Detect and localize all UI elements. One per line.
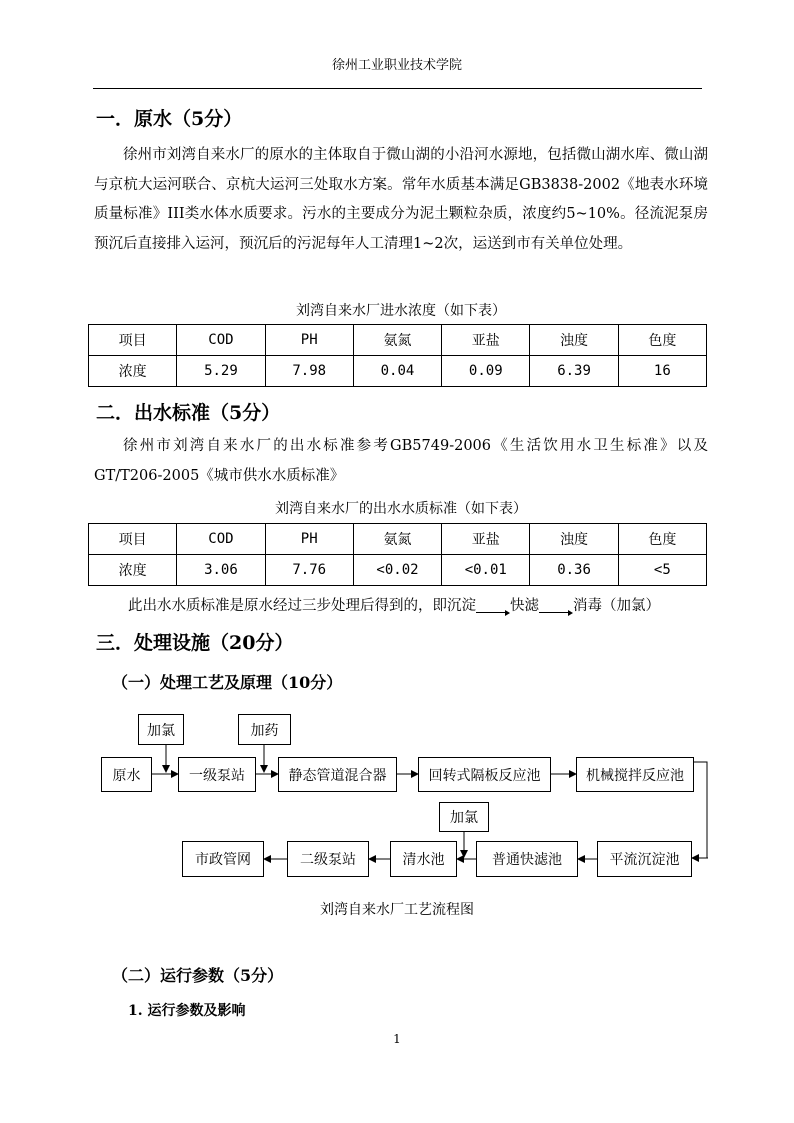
table-cell: 项目 [89, 524, 177, 555]
table-cell: 浊度 [530, 325, 618, 356]
table-cell: <0.01 [442, 555, 530, 586]
process-note-prefix: 此出水水质标准是原水经过三步处理后得到的，即沉淀 [128, 598, 476, 614]
flow-network-box: 市政管网 [182, 841, 264, 877]
process-note-step3: 消毒（加氯） [573, 598, 660, 614]
table-cell: 亚盐 [442, 524, 530, 555]
section2-paragraph-text: 徐州市刘湾自来水厂的出水标准参考GB5749-2006《生活饮用水卫生标准》以及GT/T206-2005《城市供水水质标准》 [94, 438, 708, 484]
table-cell: 7.98 [265, 356, 353, 387]
section1-heading: 一．原水（5分） [96, 108, 243, 130]
table-cell: 0.04 [353, 356, 441, 387]
flow-chlorine2-box: 加氯 [439, 802, 489, 832]
section3-sub3: 1. 运行参数及影响 [128, 1003, 246, 1019]
table-cell: 6.39 [530, 356, 618, 387]
section3-heading: 三．处理设施（20分） [96, 632, 294, 654]
flow-reactor2-box: 机械搅拌反应池 [576, 757, 694, 792]
table-cell: 浓度 [89, 555, 177, 586]
table-cell: 16 [618, 356, 706, 387]
table-cell: 氨氮 [353, 325, 441, 356]
flow-filter-box: 普通快滤池 [476, 841, 578, 877]
table-cell: COD [177, 524, 265, 555]
section2-heading: 二．出水标准（5分） [96, 402, 281, 424]
section1-paragraph-text: 徐州市刘湾自来水厂的原水的主体取自于微山湖的小沿河水源地，包括微山湖水库、微山湖与京杭大运河联合、京杭大运河三处取水方案。常年水质基本满足GB3838-2002《地表水环境质量标准》III类水体水质要求。污水的主要成分为泥土颗粒杂质，浓度约5~10%。径流泥泵房预沉后直接排入运河，预沉后的污泥每年人工清理1~2次，运送到市有关单位处理。 [94, 147, 708, 252]
table-cell: 0.36 [530, 555, 618, 586]
process-note-step2: 快滤 [510, 598, 539, 614]
table-cell: 5.29 [177, 356, 265, 387]
section3-sub2: （二）运行参数（5分） [112, 966, 284, 985]
flow-settling-box: 平流沉淀池 [597, 841, 692, 877]
table-cell: 项目 [89, 325, 177, 356]
table-cell: 3.06 [177, 555, 265, 586]
flow-pump2-box: 二级泵站 [287, 841, 369, 877]
section3-sub1: （一）处理工艺及原理（10分） [112, 673, 343, 692]
table-cell: PH [265, 524, 353, 555]
table-cell: 0.09 [442, 356, 530, 387]
flow-caption: 刘湾自来水厂工艺流程图 [320, 902, 474, 918]
outlet-table-caption: 刘湾自来水厂的出水水质标准（如下表） [275, 501, 527, 517]
table-cell: 氨氮 [353, 524, 441, 555]
flow-chlorine-box: 加氯 [138, 714, 184, 745]
flow-chemical-box: 加药 [238, 714, 291, 745]
table-cell: 7.76 [265, 555, 353, 586]
flow-raw-water-box: 原水 [101, 757, 152, 792]
flow-clear-pool-box: 清水池 [390, 841, 457, 877]
inlet-table-caption: 刘湾自来水厂进水浓度（如下表） [296, 303, 506, 319]
flow-pump1-box: 一级泵站 [178, 757, 256, 792]
table-cell: 浓度 [89, 356, 177, 387]
header-title: 徐州工业职业技术学院 [331, 58, 462, 73]
table-cell: COD [177, 325, 265, 356]
table-cell: 亚盐 [442, 325, 530, 356]
table-cell: 色度 [618, 524, 706, 555]
table-cell: PH [265, 325, 353, 356]
flow-mixer-box: 静态管道混合器 [278, 757, 397, 792]
table-cell: 色度 [618, 325, 706, 356]
table-cell: 浊度 [530, 524, 618, 555]
table-cell: <5 [618, 555, 706, 586]
page-number: 1 [393, 1032, 401, 1046]
flow-reactor1-box: 回转式隔板反应池 [418, 757, 551, 792]
table-cell: <0.02 [353, 555, 441, 586]
